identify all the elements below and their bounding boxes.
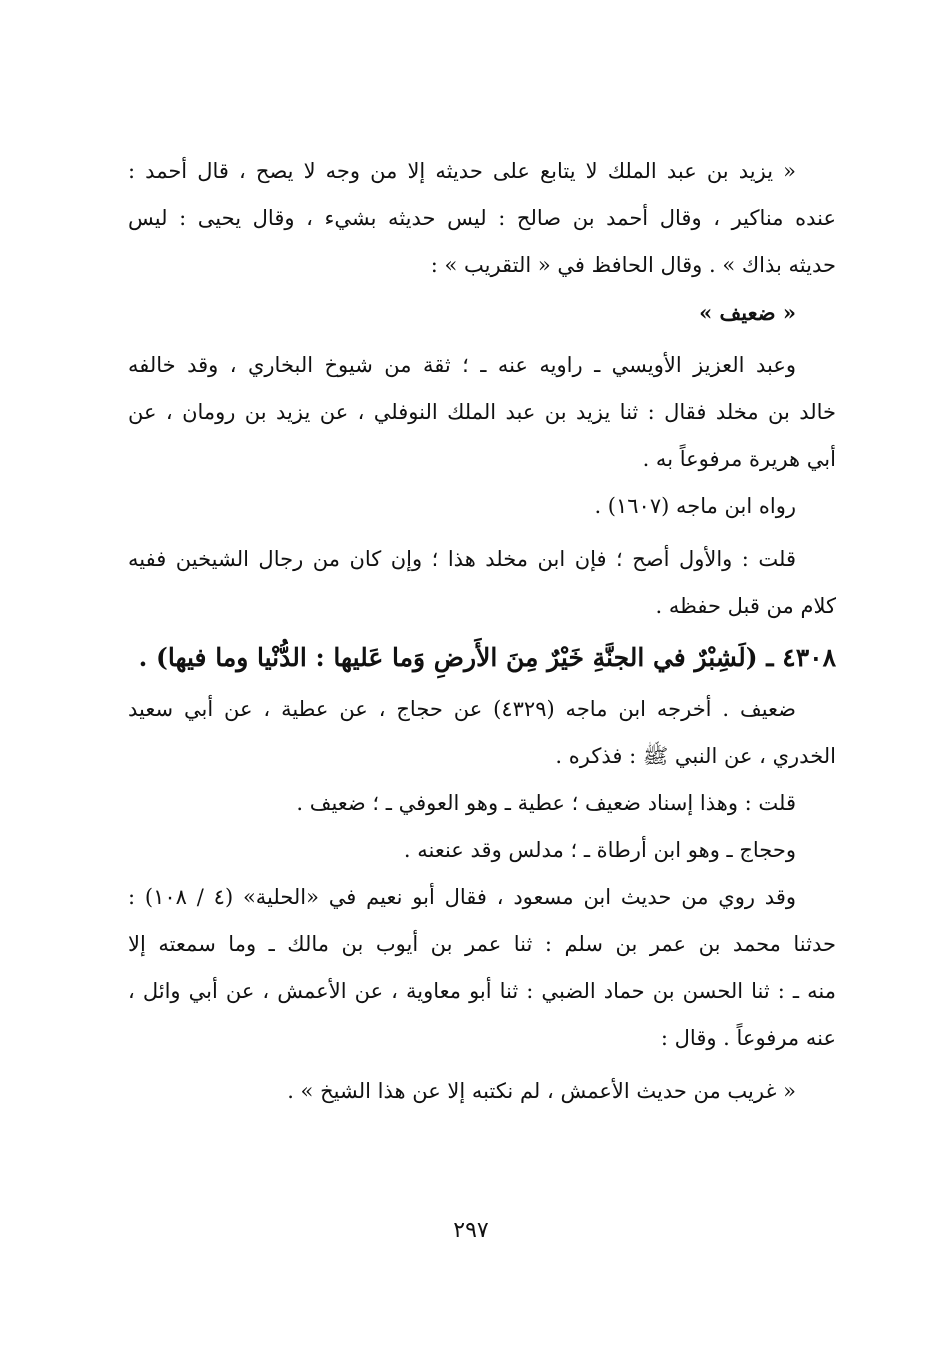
text-line: « ضعيف » [699, 300, 796, 325]
text-line: وعبد العزيز الأويسي ـ راويه عنه ـ ؛ ثقة من شيوخ البخاري ، وقد خالفه [128, 353, 796, 377]
text-line: وقد روي من حديث ابن مسعود ، فقال أبو نعيم في «الحلية» (٤ / ١٠٨) : [128, 885, 797, 909]
page-body [128, 148, 836, 1115]
hadith-heading: ٤٣٠٨ ـ (لَشِبْرٌ في الجنَّةِ خَيْرٌ مِنَ الأَرضِ وَما عَليها : الدُّنْيا وما فيها) . [138, 643, 836, 672]
text-line: « يزيد بن عبد الملك لا يتابع على حديثه إلا من وجه لا يصح ، قال أحمد : [128, 159, 796, 183]
text-line: وحجاج ـ وهو ابن أرطاة ـ ؛ مدلس وقد عنعنه . [403, 838, 796, 862]
text-line: « غريب من حديث الأعمش ، لم نكتبه إلا عن هذا الشيخ » . [287, 1079, 796, 1103]
text-line: كلام من قبل حفظه . [655, 594, 836, 618]
text-line: الخدري ، عن النبي ﷺ : فذكره . [555, 744, 836, 768]
text-line: قلت : وهذا إسناد ضعيف ؛ عطية ـ وهو العوفي ـ ؛ ضعيف . [296, 791, 796, 815]
text-line: قلت : والأول أصح ؛ فإن ابن مخلد هذا ؛ وإن كان من رجال الشيخين ففيه [128, 547, 796, 571]
text-line: خالد بن مخلد فقال : ثنا يزيد بن عبد الملك النوفلي ، عن يزيد بن رومان ، عن [128, 400, 836, 424]
text-line: ضعيف . أخرجه ابن ماجه (٤٣٢٩) عن حجاج ، عن عطية ، عن أبي سعيد [128, 697, 796, 721]
page-number: ٢٩٧ [453, 1218, 489, 1243]
text-line: حديثه بذاك » . وقال الحافظ في « التقريب » : [430, 253, 836, 277]
text-line: حدثنا محمد بن عمر بن سلم : ثنا عمر بن أيوب بن مالك ـ وما سمعته إلا [128, 932, 836, 956]
text-line: عنده مناكير ، وقال أحمد بن صالح : ليس حديثه بشيء ، وقال يحيى : ليس [128, 206, 836, 230]
text-line: أبي هريرة مرفوعاً به . [642, 447, 836, 471]
text-line: منه ـ : ثنا الحسن بن حماد الضبي : ثنا أبو معاوية ، عن الأعمش ، عن أبي وائل ، [128, 979, 836, 1003]
text-line: رواه ابن ماجه (١٦٠٧) . [594, 494, 796, 518]
text-line: عنه مرفوعاً . وقال : [660, 1026, 836, 1050]
